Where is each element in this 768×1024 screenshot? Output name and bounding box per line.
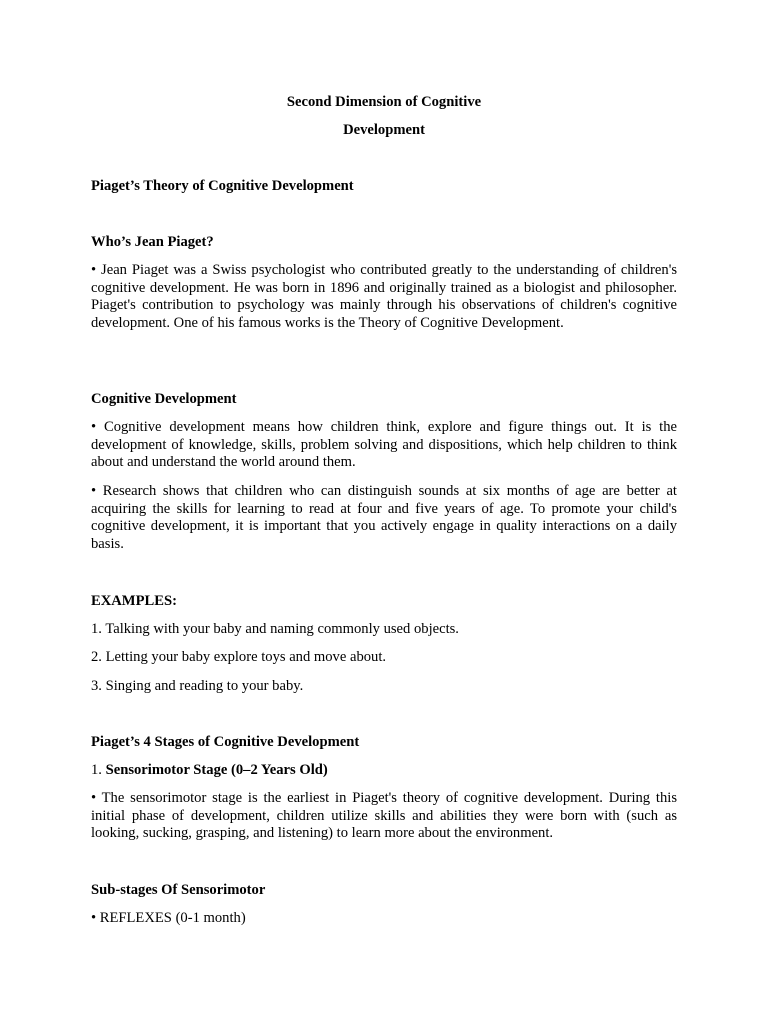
document-title-line-2: Development	[343, 122, 425, 138]
paragraph-who-is-piaget: • Jean Piaget was a Swiss psychologist who contributed greatly to the understanding of children's cognitive development. He was born in 1896 and originally trained as a biologist and philosopher. Piaget's contribution to psychology was mainly through his observations of children's cognitive development. One of his famous works is the Theory of Cognitive Development.	[91, 262, 677, 331]
heading-piaget-stages: Piaget’s 4 Stages of Cognitive Development	[91, 734, 360, 750]
stage-1-heading	[91, 762, 677, 780]
stage-1-number: 1.	[91, 762, 102, 778]
heading-cognitive-development: Cognitive Development	[91, 391, 237, 407]
stage-1-title: Sensorimotor Stage (0–2 Years Old)	[105, 762, 328, 778]
heading-substages-sensorimotor: Sub-stages Of Sensorimotor	[91, 882, 266, 898]
heading-who-is-piaget: Who’s Jean Piaget?	[91, 234, 214, 250]
paragraph-cognitive-development-2: • Research shows that children who can distinguish sounds at six months of age are better at acquiring the skills for learning to read at four and five years of age. To promote your child's cognitive development, it is important that you actively engage in quality interactions on a daily basis.	[91, 483, 677, 552]
document-title-line-1: Second Dimension of Cognitive	[286, 94, 482, 110]
example-item-1: 1. Talking with your baby and naming commonly used objects.	[91, 621, 459, 637]
section-heading-piaget-theory: Piaget’s Theory of Cognitive Development	[91, 178, 354, 194]
heading-examples: EXAMPLES:	[91, 593, 177, 609]
example-item-2: 2. Letting your baby explore toys and move about.	[91, 649, 387, 665]
paragraph-cognitive-development-1: • Cognitive development means how children think, explore and figure things out. It is the development of knowledge, skills, problem solving and dispositions, which help children to think about and understand the world around them.	[91, 419, 677, 471]
substage-item-reflexes: • REFLEXES (0-1 month)	[91, 910, 246, 926]
paragraph-sensorimotor: • The sensorimotor stage is the earliest in Piaget's theory of cognitive development. During this initial phase of development, children utilize skills and abilities they were born with (such as looking, sucking, grasping, and listening) to learn more about the environment.	[91, 790, 677, 842]
example-item-3: 3. Singing and reading to your baby.	[91, 678, 304, 694]
